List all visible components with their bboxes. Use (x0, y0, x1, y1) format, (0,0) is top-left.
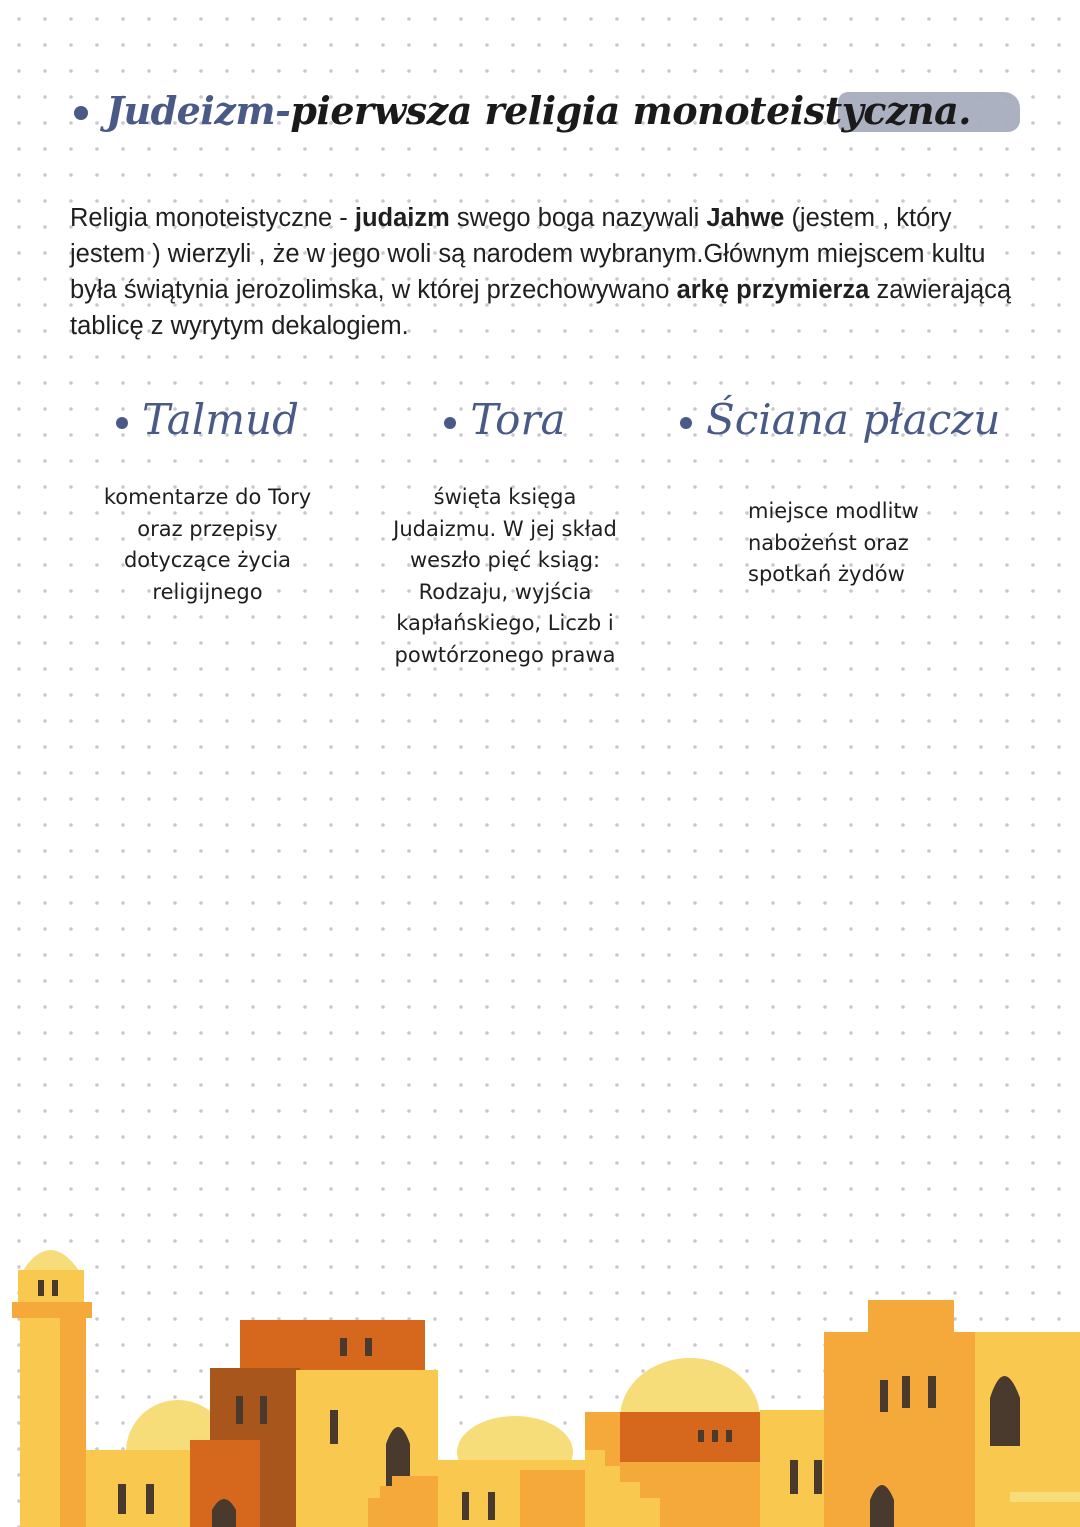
bullet-dot (116, 417, 128, 429)
title-text (106, 88, 971, 133)
building (520, 1470, 590, 1527)
sciana-description (680, 496, 980, 591)
text-line: miejsce modlitw (748, 499, 919, 523)
text-line: weszło pięć ksiąg: (409, 548, 601, 572)
building (620, 1412, 760, 1462)
intro-bold-arka: arkę przymierza (676, 276, 870, 304)
window (790, 1460, 798, 1494)
intro-text: zawierającą tablicę z wyrytym dekalogiem. (70, 276, 1012, 340)
window (365, 1338, 372, 1356)
text-line: dotyczące życia (123, 548, 292, 572)
window (146, 1484, 154, 1514)
text-line: nabożeńst oraz (748, 530, 909, 555)
intro-text: Religia monoteistyczne - (70, 204, 355, 232)
window (726, 1430, 732, 1442)
window (260, 1396, 267, 1424)
text-line: religijnego (152, 579, 263, 604)
text-line: Rodzaju, wyjścia (418, 579, 592, 604)
window (236, 1396, 243, 1424)
heading-tora (444, 395, 565, 444)
window (38, 1280, 44, 1296)
column-talmud (60, 395, 355, 608)
tower-dome (22, 1250, 80, 1272)
tora-description (360, 482, 650, 671)
heading-text: Talmud (142, 395, 299, 444)
text-line: powtórzonego prawa (394, 642, 616, 667)
page-title (70, 88, 1030, 178)
intro-paragraph (70, 200, 1015, 344)
window (814, 1460, 822, 1494)
talmud-description (60, 482, 355, 608)
text-line: święta księga (433, 485, 577, 509)
window (698, 1430, 704, 1442)
bullet-dot (680, 417, 692, 429)
window (880, 1380, 888, 1412)
heading-talmud (116, 395, 299, 444)
heading-text: Tora (470, 395, 566, 444)
text-line: komentarze do Tory (103, 485, 312, 509)
bullet-dot (444, 417, 456, 429)
intro-bold-jahwe: Jahwe (706, 204, 785, 232)
tower-shadow (60, 1318, 86, 1527)
column-sciana-placzu (680, 395, 1001, 591)
title-bullet (74, 106, 88, 120)
window (52, 1280, 58, 1296)
window (902, 1376, 910, 1408)
window (488, 1492, 495, 1520)
text-line: kapłańskiego, Liczb i (396, 611, 614, 635)
intro-text: (jestem , który jestem ) wierzyli , że w jego woli są narodem wybranym.Głównym miejscem kultu była świątynia jerozolimska, w której przechowywano (70, 204, 986, 304)
text-line: oraz przepisy (137, 516, 278, 541)
window (118, 1484, 126, 1514)
window (330, 1410, 338, 1444)
window (462, 1492, 469, 1520)
intro-text: swego boga nazywali (449, 204, 707, 232)
column-tora (360, 395, 650, 671)
intro-bold-judaizm: judaizm (354, 204, 450, 232)
title-part-main: pierwsza religia monoteistyczna. (290, 88, 971, 133)
window (340, 1338, 347, 1356)
tower (12, 1250, 92, 1527)
text-line: Judaizmu. W jej skład (393, 516, 617, 541)
window (928, 1376, 936, 1408)
heading-sciana-placzu (680, 395, 1000, 444)
heading-text: Ściana płaczu (706, 395, 1001, 444)
tower-ledge (12, 1302, 92, 1318)
tower-upper (18, 1270, 84, 1306)
window (712, 1430, 718, 1442)
stairs-edge (1010, 1492, 1080, 1502)
title-part-accent: Judeizm- (106, 88, 291, 133)
city-illustration (0, 1230, 1080, 1527)
text-line: spotkań żydów (748, 562, 905, 586)
